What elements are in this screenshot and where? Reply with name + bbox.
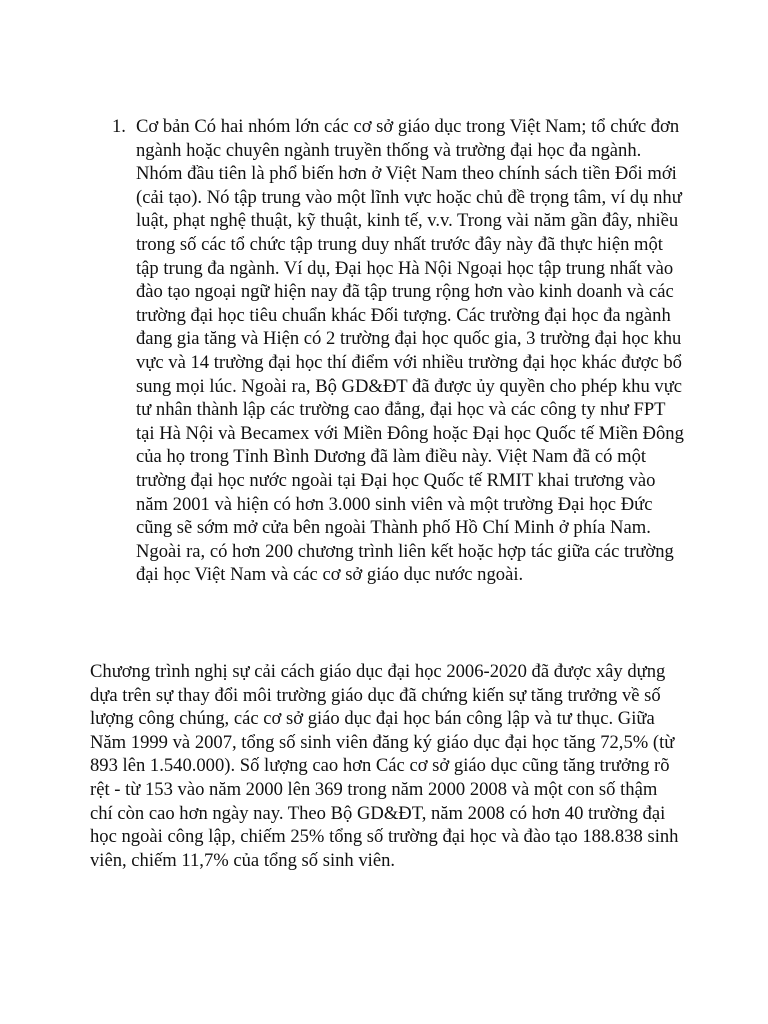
body-paragraph: Chương trình nghị sự cải cách giáo dục đại học 2006-2020 đã được xây dựng dựa trên sự thay đổi môi trường giáo dục đã chứng kiến sự tăng trưởng về số lượng công chúng, các cơ sở giáo dục đại học bán công lập và tư thục. Giữa Năm 1999 và 2007, tổng số sinh viên đăng ký giáo dục đại học tăng 72,5% (từ 893 lên 1.540.000). Số lượng cao hơn Các cơ sở giáo dục cũng tăng trưởng rõ rệt - từ 153 vào năm 2000 lên 369 trong năm 2000 2008 và một con số thậm chí còn cao hơn ngày nay. Theo Bộ GD&ĐT, năm 2008 có hơn 40 trường đại học ngoài công lập, chiếm 25% tổng số trường đại học và đào tạo 188.838 sinh viên, chiếm 11,7% của tổng số sinh viên. [90,661,679,871]
numbered-list [112,115,687,587]
list-item-number: 1. [112,116,126,137]
list-item [112,115,687,587]
list-item-text: Cơ bản Có hai nhóm lớn các cơ sở giáo dục trong Việt Nam; tổ chức đơn ngành hoặc chuyên ngành truyền thống và trường đại học đa ngành. Nhóm đầu tiên là phổ biến hơn ở Việt Nam theo chính sách tiền Đổi mới (cải tạo). Nó tập trung vào một lĩnh vực hoặc chủ đề trọng tâm, ví dụ như luật, phạt nghệ thuật, kỹ thuật, kinh tế, v.v. Trong vài năm gần đây, nhiều trong số các tổ chức tập trung duy nhất trước đây này đã thực hiện một tập trung đa ngành. Ví dụ, Đại học Hà Nội Ngoại học tập trung nhất vào đào tạo ngoại ngữ hiện nay đã tập trung rộng hơn vào kinh doanh và các trường đại học tiêu chuẩn khác Đối tượng. Các trường đại học đa ngành đang gia tăng và Hiện có 2 trường đại học quốc gia, 3 trường đại học khu vực và 14 trường đại học thí điểm với nhiều trường đại học khác được bổ sung mọi lúc. Ngoài ra, Bộ GD&ĐT đã được ủy quyền cho phép khu vực tư nhân thành lập các trường cao đẳng, đại học và các công ty như FPT tại Hà Nội và Becamex với Miền Đông hoặc Đại học Quốc tế Miền Đông của họ trong Tỉnh Bình Dương đã làm điều này. Việt Nam đã có một trường đại học nước ngoài tại Đại học Quốc tế RMIT khai trương vào năm 2001 và hiện có hơn 3.000 sinh viên và một trường Đại học Đức cũng sẽ sớm mở cửa bên ngoài Thành phố Hồ Chí Minh ở phía Nam. Ngoài ra, có hơn 200 chương trình liên kết hoặc hợp tác giữa các trường đại học Việt Nam và các cơ sở giáo dục nước ngoài. [136,116,684,586]
